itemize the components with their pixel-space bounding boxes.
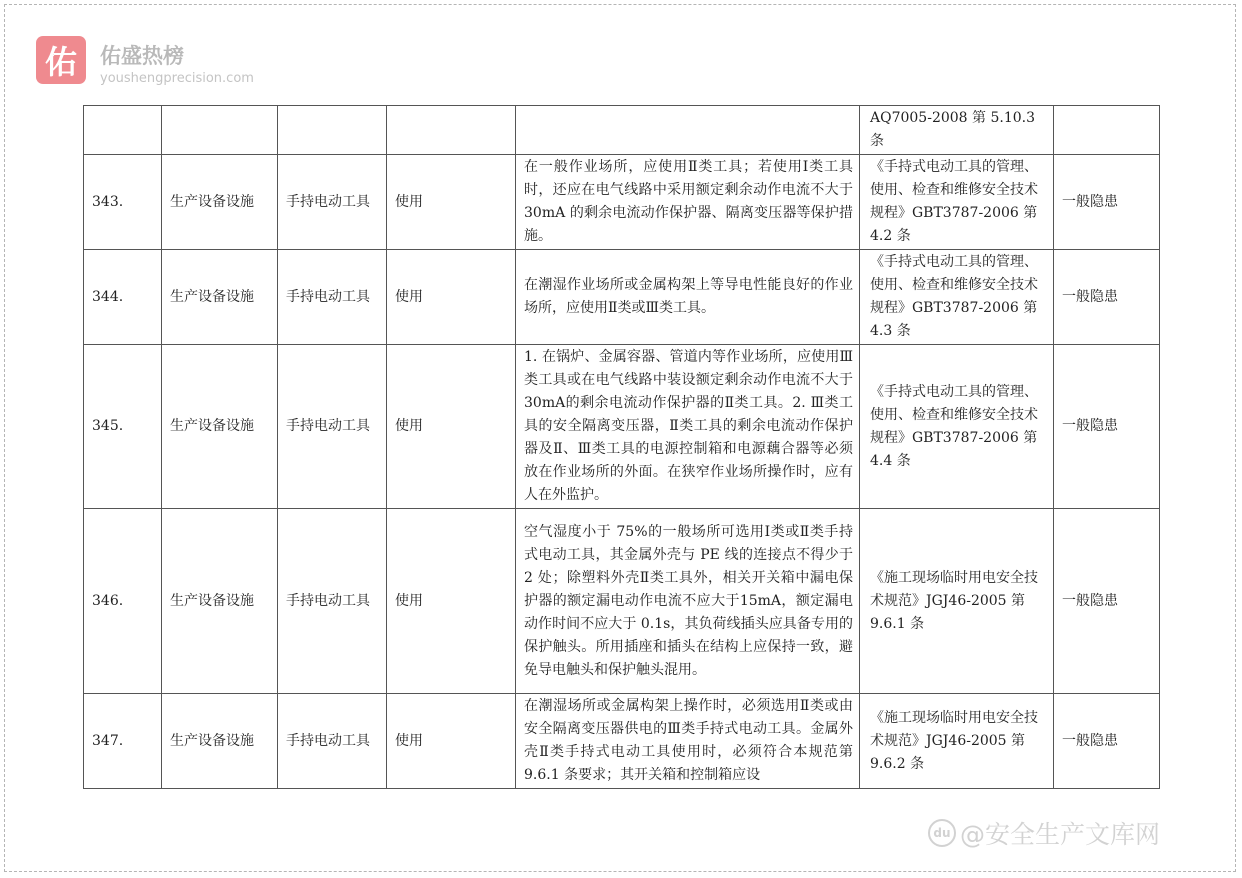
cell-stage: 使用 (387, 155, 516, 250)
cell-category: 生产设备设施 (162, 250, 278, 345)
cell-no: 347. (84, 694, 162, 789)
baidu-paw-icon: du (928, 819, 956, 847)
cell-stage: 使用 (387, 509, 516, 694)
cell-stage: 使用 (387, 345, 516, 509)
cell-item: 手持电动工具 (278, 155, 387, 250)
cell-level (1054, 106, 1160, 155)
cell-no: 343. (84, 155, 162, 250)
cell-no: 344. (84, 250, 162, 345)
cell-basis: 《手持式电动工具的管理、使用、检查和维修安全技术规程》GBT3787-2006 第 4.2 条 (860, 155, 1054, 250)
cell-basis: 《施工现场临时用电安全技术规范》JGJ46-2005 第 9.6.2 条 (860, 694, 1054, 789)
cell-stage (387, 106, 516, 155)
cell-category: 生产设备设施 (162, 509, 278, 694)
brand-name: 佑盛热榜 (100, 44, 184, 68)
cell-requirement: 空气湿度小于 75%的一般场所可选用Ⅰ类或Ⅱ类手持式电动工具，其金属外壳与 PE 线的连接点不得少于 2 处；除塑料外壳Ⅱ类工具外，相关开关箱中漏电保护器的额定漏电动作电流不应大于15mA，额定漏电动作时间不应大于 0.1s，其负荷线插头应具备专用的保护触头。所用插座和插头在结构上应保持一致，避免导电触头和保护触头混用。 (516, 509, 860, 694)
cell-level: 一般隐患 (1054, 694, 1160, 789)
cell-level: 一般隐患 (1054, 155, 1160, 250)
cell-no: 345. (84, 345, 162, 509)
cell-category: 生产设备设施 (162, 694, 278, 789)
cell-basis: 《手持式电动工具的管理、使用、检查和维修安全技术规程》GBT3787-2006 第 4.3 条 (860, 250, 1054, 345)
brand-url: youshengprecision.com (100, 71, 254, 86)
brand-logo-icon: 佑 (36, 36, 86, 84)
cell-item (278, 106, 387, 155)
cell-category: 生产设备设施 (162, 155, 278, 250)
cell-category: 生产设备设施 (162, 345, 278, 509)
cell-requirement: 在潮湿作业场所或金属构架上等导电性能良好的作业场所，应使用Ⅱ类或Ⅲ类工具。 (516, 250, 860, 345)
cell-category (162, 106, 278, 155)
cell-level: 一般隐患 (1054, 345, 1160, 509)
cell-item: 手持电动工具 (278, 694, 387, 789)
cell-requirement (516, 106, 860, 155)
watermark-text: @安全生产文库网 (960, 820, 1161, 849)
cell-basis: 《手持式电动工具的管理、使用、检查和维修安全技术规程》GBT3787-2006 第 4.4 条 (860, 345, 1054, 509)
cell-item: 手持电动工具 (278, 509, 387, 694)
table-row (84, 509, 1160, 694)
watermark (928, 815, 1160, 851)
cell-requirement: 1. 在锅炉、金属容器、管道内等作业场所，应使用Ⅲ类工具或在电气线路中装设额定剩余动作电流不大于30mA的剩余电流动作保护器的Ⅱ类工具。2. Ⅲ类工具的安全隔离变压器，Ⅱ类工具的剩余电流动作保护器及Ⅱ、Ⅲ类工具的电源控制箱和电源藕合器等必须放在作业场所的外面。在狭窄作业场所操作时，应有人在外监护。 (516, 345, 860, 509)
cell-requirement: 在潮湿场所或金属构架上操作时，必须选用Ⅱ类或由安全隔离变压器供电的Ⅲ类手持式电动工具。金属外壳Ⅱ类手持式电动工具使用时，必须符合本规范第 9.6.1 条要求；其开关箱和控制箱应设 (516, 694, 860, 789)
hazard-table (83, 105, 1160, 789)
cell-basis: AQ7005-2008 第 5.10.3 条 (860, 106, 1054, 155)
table-row (84, 250, 1160, 345)
cell-item: 手持电动工具 (278, 345, 387, 509)
table-row (84, 345, 1160, 509)
cell-basis: 《施工现场临时用电安全技术规范》JGJ46-2005 第 9.6.1 条 (860, 509, 1054, 694)
cell-no: 346. (84, 509, 162, 694)
table-row-continuation (84, 106, 1160, 155)
table-row (84, 155, 1160, 250)
cell-stage: 使用 (387, 250, 516, 345)
cell-requirement: 在一般作业场所，应使用Ⅱ类工具；若使用Ⅰ类工具时，还应在电气线路中采用额定剩余动作电流不大于 30mA 的剩余电流动作保护器、隔离变压器等保护措施。 (516, 155, 860, 250)
cell-level: 一般隐患 (1054, 250, 1160, 345)
table-row (84, 694, 1160, 789)
cell-no (84, 106, 162, 155)
cell-stage: 使用 (387, 694, 516, 789)
cell-item: 手持电动工具 (278, 250, 387, 345)
cell-level: 一般隐患 (1054, 509, 1160, 694)
